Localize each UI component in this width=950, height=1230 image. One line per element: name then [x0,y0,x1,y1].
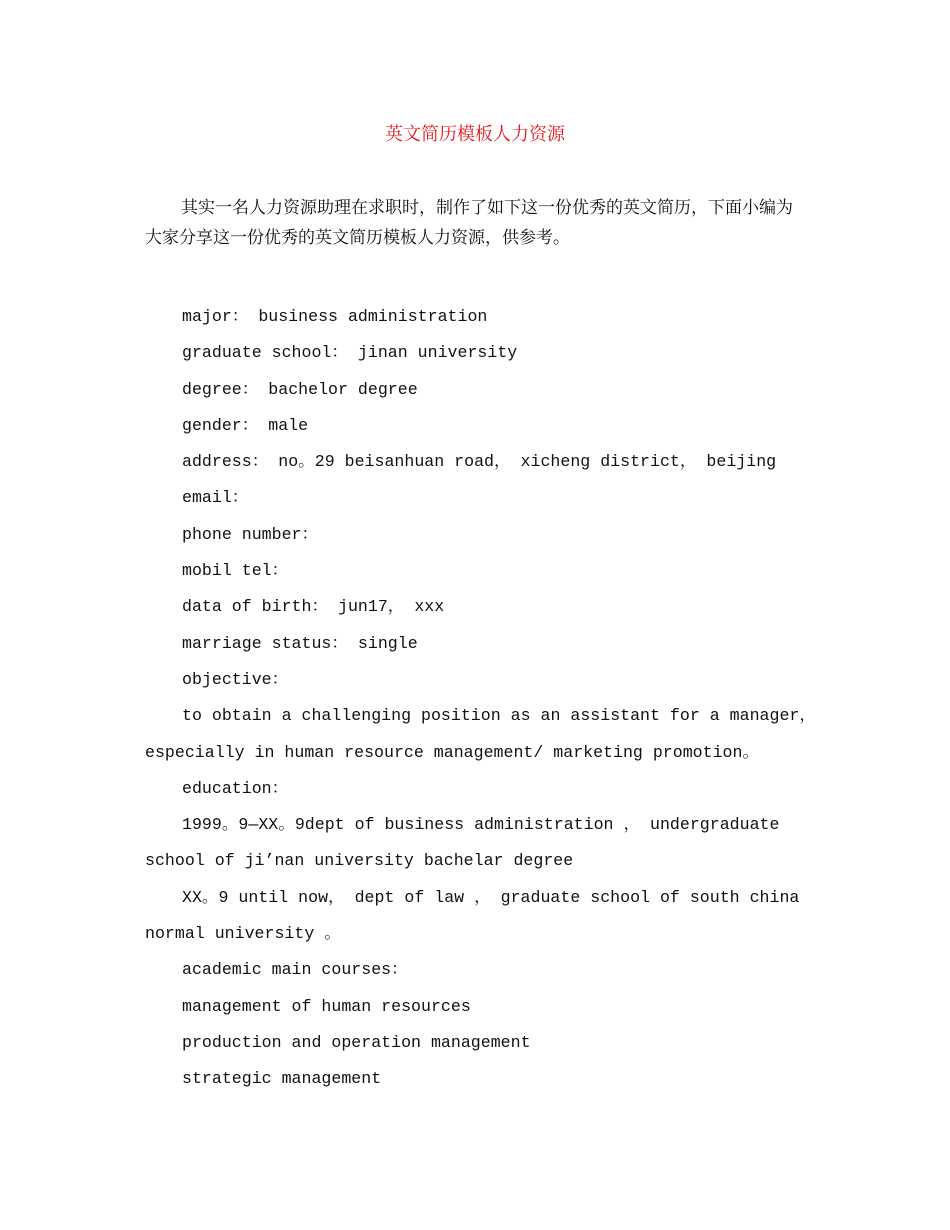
resume-body [145,303,816,1102]
resume-line-degree: degree： bachelor degree [182,379,418,399]
resume-line-phone-number: phone number： [182,524,319,544]
resume-line-objective-text-cont: especially in human resource management/ marketing promotion。 [145,742,760,762]
document-title: 英文简历模板人力资源 [385,124,565,145]
resume-line-objective-heading: objective： [182,669,289,689]
resume-line-course-1: management of human resources [182,996,471,1016]
resume-line-course-2: production and operation management [182,1032,531,1052]
resume-line-education-2-cont: normal university 。 [145,924,341,944]
resume-line-education-heading: education： [182,778,289,798]
resume-line-date-of-birth: data of birth： jun17， xxx [182,597,445,617]
resume-line-address: address： no。29 beisanhuan road， xicheng district， beijing [182,452,777,472]
resume-line-mobil-tel: mobil tel： [182,561,289,581]
resume-line-education-2: XX。9 until now， dept of law ， graduate school of south china [182,887,800,907]
intro-paragraph: 其实一名人力资源助理在求职时，制作了如下这一份优秀的英文简历，下面小编为大家分享这一份优秀的英文简历模板人力资源，供参考。 [145,198,793,248]
resume-line-education-1: 1999。9—XX。9dept of business administration ， undergraduate [182,815,780,835]
resume-line-gender: gender： male [182,415,309,435]
resume-line-major: major： business administration [182,307,488,326]
resume-line-marriage-status: marriage status： single [182,633,418,653]
resume-line-email: email： [182,488,249,508]
resume-line-objective-text: to obtain a challenging position as an assistant for a manager， [182,706,816,726]
resume-line-course-3: strategic management [182,1069,382,1089]
resume-line-education-1-cont: school of ji’nan university bachelar degree [145,851,574,871]
resume-line-graduate-school: graduate school： jinan university [182,343,518,363]
resume-line-courses-heading: academic main courses： [182,960,408,980]
